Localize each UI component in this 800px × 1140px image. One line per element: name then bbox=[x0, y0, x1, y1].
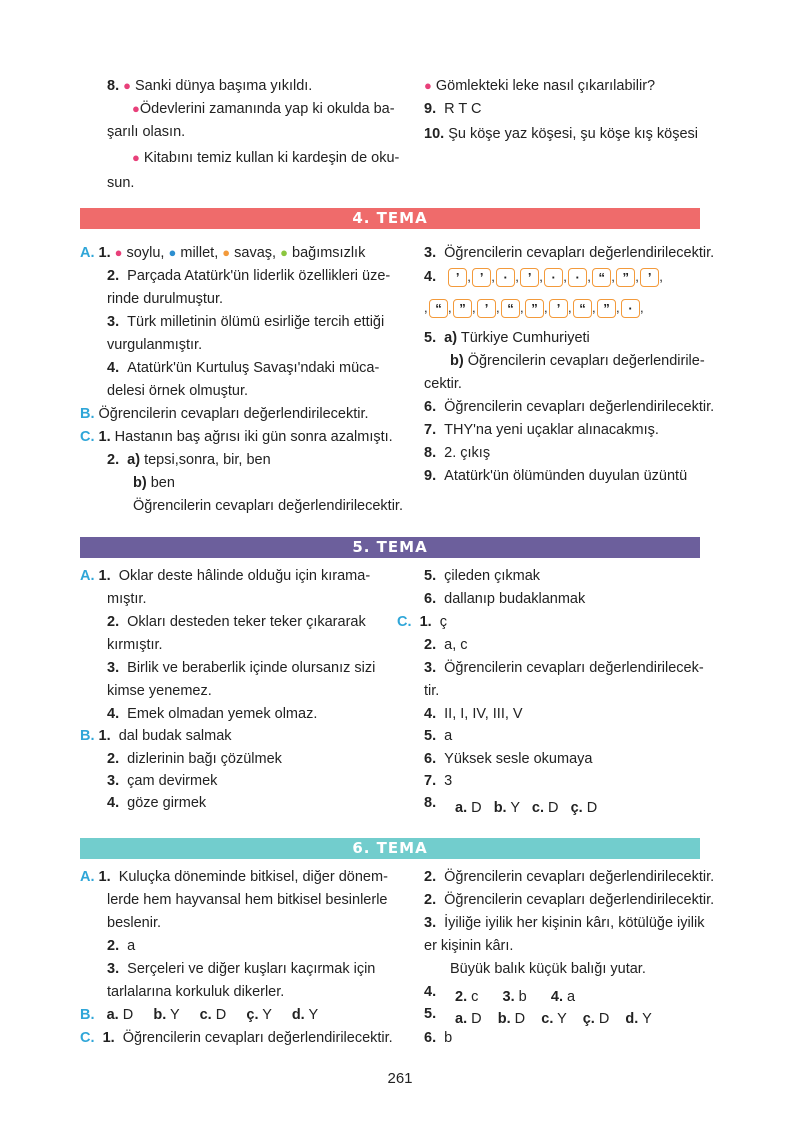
tema5-banner: 5. TEMA bbox=[80, 537, 700, 558]
item-8: 8. ● Sanki dünya başıma yıkıldı. bbox=[107, 78, 313, 94]
tema4-banner: 4. TEMA bbox=[80, 208, 700, 229]
punctuation-row-2: , “ , ” , ’ , “ , ” , ’ , “ , ” , · , bbox=[424, 300, 644, 316]
punctuation-row-1: 4. ’ , ’ , · , ’ , · , · , “ , ” , ’ , bbox=[424, 269, 663, 285]
tema6-banner: 6. TEMA bbox=[80, 838, 700, 859]
page-number: 261 bbox=[387, 1070, 413, 1087]
